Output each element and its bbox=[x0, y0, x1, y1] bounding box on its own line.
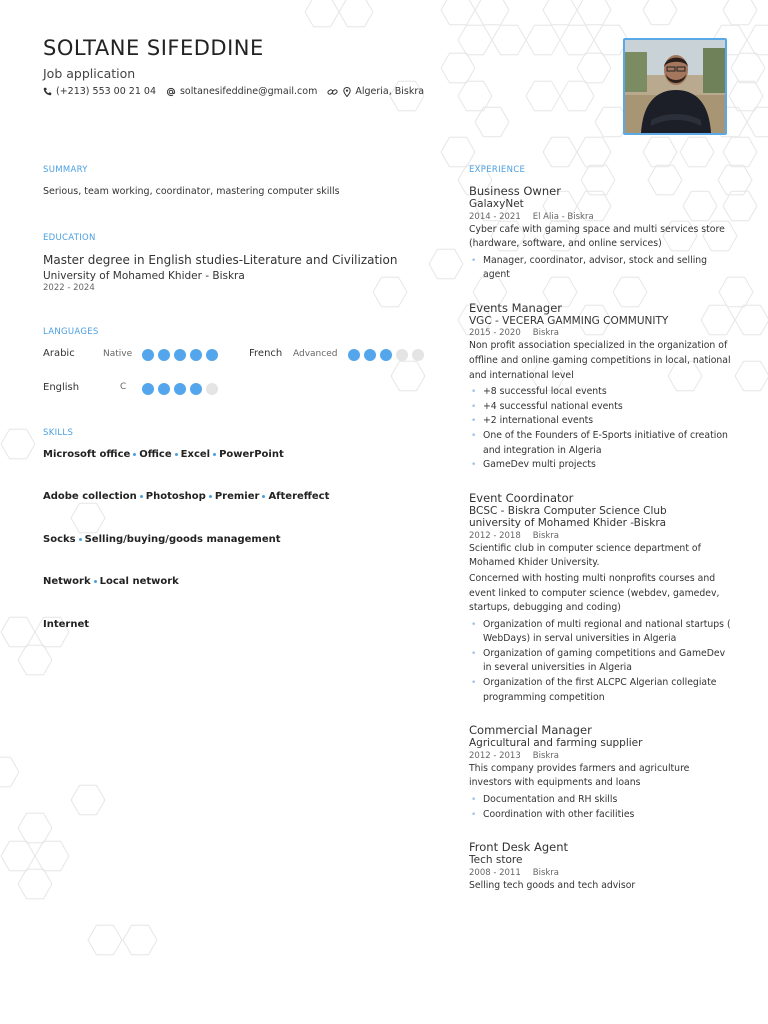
skill-separator bbox=[262, 495, 265, 498]
background-hexagon bbox=[543, 137, 577, 166]
job-dates: 2012 - 2018 bbox=[469, 530, 521, 541]
job-bullet: • +2 international events bbox=[469, 414, 731, 429]
background-hexagon bbox=[643, 0, 677, 25]
skill-separator bbox=[209, 495, 212, 498]
rating-dot-filled bbox=[348, 349, 360, 361]
candidate-name: SOLTANE SIFEDDINE bbox=[43, 36, 264, 60]
contact-phone: (+213) 553 00 21 04 bbox=[43, 86, 156, 97]
background-hexagon bbox=[18, 813, 52, 842]
job-bullet: • Documentation and RH skills bbox=[469, 793, 731, 808]
contact-location: Algeria, Biskra bbox=[327, 86, 424, 97]
background-hexagon bbox=[560, 25, 594, 54]
education-school: University of Mohamed Khider - Biskra bbox=[43, 270, 245, 282]
profile-photo bbox=[623, 38, 727, 135]
skill-separator bbox=[140, 495, 143, 498]
background-hexagon bbox=[747, 107, 768, 136]
language-rating bbox=[142, 383, 222, 395]
map-pin-icon bbox=[343, 87, 351, 97]
background-hexagon bbox=[1, 617, 35, 646]
rating-dot-filled bbox=[142, 383, 154, 395]
job-dates: 2014 - 2021 bbox=[469, 211, 521, 222]
background-hexagon bbox=[492, 25, 526, 54]
job-description: Selling tech goods and tech advisor bbox=[469, 879, 636, 891]
education-heading: EDUCATION bbox=[43, 233, 96, 243]
job-dates: 2012 - 2013 bbox=[469, 750, 521, 761]
background-hexagon bbox=[123, 925, 157, 954]
background-hexagon bbox=[441, 53, 475, 82]
background-hexagon bbox=[560, 81, 594, 110]
skill-group bbox=[43, 534, 281, 545]
language-name: English bbox=[43, 382, 80, 393]
background-hexagon bbox=[475, 107, 509, 136]
rating-dot-empty bbox=[396, 349, 408, 361]
skill-item: Premier bbox=[214, 491, 260, 502]
background-hexagon bbox=[723, 137, 757, 166]
language-name: Arabic bbox=[43, 348, 75, 359]
job-bullet: • Organization of multi regional and national startups ( WebDays) in serval universities in Algeria bbox=[469, 618, 731, 647]
job-location: El Alia - Biskra bbox=[532, 211, 594, 222]
background-hexagon bbox=[458, 25, 492, 54]
background-hexagon bbox=[35, 841, 69, 870]
job-location: Biskra bbox=[532, 867, 559, 878]
job-meta bbox=[469, 328, 731, 338]
skill-group bbox=[43, 449, 284, 460]
background-hexagon bbox=[643, 137, 677, 166]
job-description: Cyber cafe with gaming space and multi services store (hardware, software, and online services) bbox=[469, 223, 725, 250]
skill-separator bbox=[94, 580, 97, 583]
experience-entry bbox=[469, 491, 731, 706]
background-hexagon bbox=[441, 137, 475, 166]
background-hexagon bbox=[475, 0, 509, 25]
job-meta bbox=[469, 868, 731, 878]
skill-separator bbox=[213, 453, 216, 456]
rating-dot-filled bbox=[364, 349, 376, 361]
skill-group bbox=[43, 619, 89, 630]
job-bullet: • GameDev multi projects bbox=[469, 458, 731, 473]
background-hexagon bbox=[71, 785, 105, 814]
skill-group bbox=[43, 576, 179, 587]
skill-item: Adobe collection bbox=[43, 491, 137, 502]
rating-dot-filled bbox=[158, 383, 170, 395]
background-hexagon bbox=[458, 81, 492, 110]
skill-group bbox=[43, 491, 329, 502]
job-location: Biskra bbox=[532, 328, 559, 339]
skills-heading: SKILLS bbox=[43, 428, 74, 438]
rating-dot-filled bbox=[190, 349, 202, 361]
job-bullet: • One of the Founders of E-Sports initiative of creation and integration in Algeria bbox=[469, 429, 731, 458]
rating-dot-filled bbox=[142, 349, 154, 361]
skill-item: Aftereffect bbox=[268, 491, 330, 502]
job-dates: 2015 - 2020 bbox=[469, 328, 521, 339]
job-description: Concerned with hosting multi nonprofits courses and event linked to computer science (webdev, gamedev, startups, debugging and coding) bbox=[469, 572, 720, 614]
background-hexagon bbox=[577, 0, 611, 25]
job-description: Scientific club in computer science department of Mohamed Khider University. bbox=[469, 542, 701, 569]
background-hexagon bbox=[0, 757, 19, 786]
background-hexagon bbox=[373, 277, 407, 306]
background-hexagon bbox=[526, 81, 560, 110]
background-hexagon bbox=[577, 53, 611, 82]
background-hexagon bbox=[731, 53, 765, 82]
job-title: Event Coordinator bbox=[469, 490, 574, 505]
job-meta bbox=[469, 212, 731, 222]
education-degree: Master degree in English studies-Literature and Civilization bbox=[43, 253, 398, 267]
background-hexagon bbox=[735, 305, 768, 334]
background-hexagon bbox=[1, 841, 35, 870]
language-level: Advanced bbox=[293, 349, 338, 359]
background-hexagon bbox=[1, 429, 35, 458]
profile-photo-image bbox=[625, 40, 725, 133]
background-hexagon bbox=[723, 0, 757, 25]
background-hexagon bbox=[577, 137, 611, 166]
rating-dot-filled bbox=[174, 349, 186, 361]
experience-entry bbox=[469, 184, 731, 283]
experience-entry bbox=[469, 840, 731, 893]
background-hexagon bbox=[441, 0, 475, 25]
languages-heading: LANGUAGES bbox=[43, 327, 99, 337]
background-hexagon bbox=[543, 0, 577, 25]
background-hexagon bbox=[680, 137, 714, 166]
language-level: Native bbox=[103, 349, 133, 359]
link-icon bbox=[327, 87, 338, 97]
job-bullet: • Coordination with other facilities bbox=[469, 808, 731, 823]
job-bullet: • Organization of gaming competitions and GameDev in several universities in Algeria bbox=[469, 647, 731, 676]
skill-separator bbox=[133, 453, 136, 456]
phone-icon bbox=[43, 87, 52, 96]
job-location: Biskra bbox=[532, 750, 559, 761]
experience-heading: EXPERIENCE bbox=[469, 165, 526, 175]
skill-item: Internet bbox=[43, 619, 90, 630]
skill-item: Photoshop bbox=[145, 491, 206, 502]
background-hexagon bbox=[429, 249, 463, 278]
resume-subtitle: Job application bbox=[43, 66, 136, 81]
rating-dot-empty bbox=[412, 349, 424, 361]
job-title: Front Desk Agent bbox=[469, 840, 569, 855]
summary-text: Serious, team working, coordinator, mastering computer skills bbox=[43, 186, 340, 197]
education-dates: 2022 - 2024 bbox=[43, 283, 95, 293]
experience-entry bbox=[469, 723, 731, 822]
rating-dot-filled bbox=[380, 349, 392, 361]
language-level: C bbox=[120, 382, 127, 392]
job-company: university of Mohamed Khider -Biskra bbox=[469, 517, 667, 530]
job-bullets bbox=[469, 618, 731, 706]
job-meta bbox=[469, 531, 731, 541]
language-rating bbox=[142, 349, 222, 361]
job-bullet: • +8 successful local events bbox=[469, 385, 731, 400]
rating-dot-filled bbox=[206, 349, 218, 361]
job-company: GalaxyNet bbox=[469, 198, 524, 210]
job-bullet: • Organization of the first ALCPC Algerian collegiate programming competition bbox=[469, 676, 731, 705]
rating-dot-filled bbox=[190, 383, 202, 395]
skill-item: Selling/buying/goods management bbox=[84, 534, 281, 545]
job-description: Non profit association specialized in the organization of offline and online gaming competitions in local, national and international level bbox=[469, 340, 731, 381]
background-hexagon bbox=[339, 0, 373, 27]
at-sign-icon bbox=[166, 87, 176, 97]
job-bullets bbox=[469, 254, 731, 283]
job-bullets bbox=[469, 385, 731, 473]
background-hexagon bbox=[305, 0, 339, 27]
job-bullets bbox=[469, 793, 731, 822]
background-hexagon bbox=[88, 925, 122, 954]
skill-item: Microsoft office bbox=[43, 449, 131, 460]
experience-entry bbox=[469, 301, 731, 473]
background-hexagon bbox=[391, 361, 425, 390]
job-dates: 2008 - 2011 bbox=[469, 867, 521, 878]
job-location: Biskra bbox=[532, 530, 559, 541]
contact-email[interactable]: soltanesifeddine@gmail.com bbox=[166, 86, 317, 97]
job-bullet: • Manager, coordinator, advisor, stock and selling agent bbox=[469, 254, 731, 283]
job-description: This company provides farmers and agriculture investors with equipments and loans bbox=[469, 762, 690, 789]
skill-item: Excel bbox=[180, 449, 211, 460]
rating-dot-filled bbox=[158, 349, 170, 361]
language-name: French bbox=[249, 348, 283, 359]
job-company: VGC - VECERA GAMMING COMMUNITY bbox=[469, 314, 669, 327]
job-meta bbox=[469, 751, 731, 761]
rating-dot-empty bbox=[206, 383, 218, 395]
background-hexagon bbox=[526, 25, 560, 54]
background-hexagon bbox=[735, 361, 768, 390]
skill-separator bbox=[175, 453, 178, 456]
skill-item: Office bbox=[139, 449, 172, 460]
skill-item: Local network bbox=[99, 576, 179, 587]
background-hexagon bbox=[747, 25, 768, 54]
background-hexagon bbox=[18, 645, 52, 674]
job-title: Commercial Manager bbox=[469, 723, 592, 738]
background-hexagon bbox=[18, 869, 52, 898]
background-hexagon bbox=[71, 503, 105, 532]
job-bullet: • +4 successful national events bbox=[469, 400, 731, 415]
experience-list bbox=[469, 184, 731, 893]
skill-item: Socks bbox=[43, 534, 76, 545]
job-company: Tech store bbox=[469, 854, 523, 867]
skill-item: PowerPoint bbox=[219, 449, 284, 460]
summary-heading: SUMMARY bbox=[43, 165, 88, 175]
job-company: BCSC - Biskra Computer Science Club bbox=[469, 504, 667, 517]
language-rating bbox=[348, 349, 428, 361]
job-title: Business Owner bbox=[469, 184, 561, 198]
contact-bar bbox=[43, 86, 424, 97]
skill-item: Network bbox=[43, 576, 91, 587]
rating-dot-filled bbox=[174, 383, 186, 395]
job-company: Agricultural and farming supplier bbox=[469, 737, 643, 750]
skill-separator bbox=[79, 538, 82, 541]
background-hexagon bbox=[729, 81, 763, 110]
job-title: Events Manager bbox=[469, 300, 562, 315]
